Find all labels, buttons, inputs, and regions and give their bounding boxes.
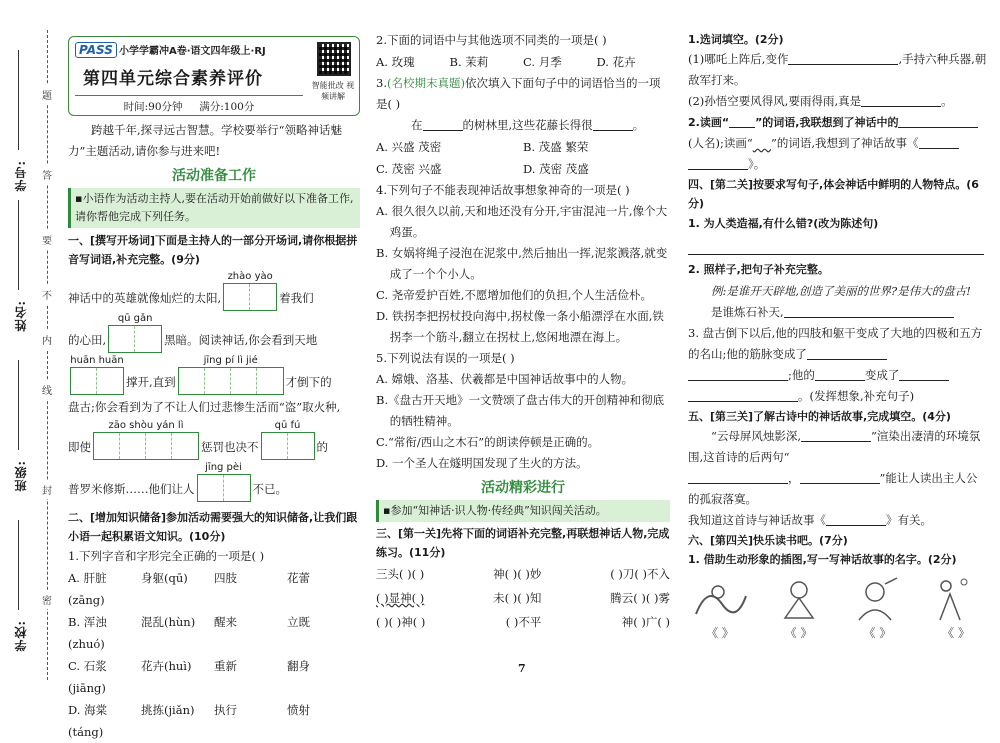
cut-line	[47, 30, 48, 680]
option[interactable]: A. 很久很久以前,天和地还没有分开,宇宙混沌一片,像个大鸡蛋。	[376, 204, 668, 239]
option-word: 混乱(hùn)	[141, 615, 196, 629]
option[interactable]: C. 月季	[523, 55, 562, 69]
answer-blank[interactable]	[807, 346, 887, 360]
active-note: ▪参加“知神话·识人物·传经典”知识闯关活动。	[376, 500, 670, 522]
answer-blank[interactable]	[899, 367, 949, 381]
page-title: 第四单元综合素养评价	[83, 69, 263, 89]
answer-boxes[interactable]	[70, 367, 124, 395]
answer-blank[interactable]	[800, 470, 880, 484]
exam-header	[68, 36, 360, 116]
answer-blank[interactable]	[688, 156, 748, 170]
option-word: 重新	[214, 659, 237, 673]
option[interactable]: B.《盘古开天地》一文赞颂了盘古伟大的开创精神和彻底的牺牲精神。	[376, 393, 665, 428]
column-3	[688, 30, 988, 641]
answer-blank[interactable]	[826, 512, 886, 526]
q1-text: 即使	[68, 440, 91, 454]
source-tag: (名校期末真题)	[386, 76, 465, 90]
q1-text: 普罗米修斯……他们让人	[68, 482, 195, 496]
q5-line2: ， ”能让人读出主人公的孤寂落寞。	[688, 471, 978, 506]
option-word: 花蕾	[287, 571, 310, 585]
q5-line3	[688, 510, 988, 531]
q2-sub3: 3.(名校期末真题)依次填入下面句子中的词语恰当的一项是( )	[376, 76, 661, 111]
q1-text: 黑暗。阅读神话,你会看到天地	[164, 333, 318, 347]
q1-text: 神话中的英雄就像灿烂的太阳,	[68, 291, 222, 305]
option-word: 四肢	[214, 571, 237, 585]
q3-sub2-end	[688, 154, 988, 175]
myth-illustration-icon	[924, 574, 988, 622]
q3-sub2-cont	[688, 133, 988, 154]
pass-logo: PASS	[75, 42, 117, 58]
answer-blank[interactable]	[788, 51, 898, 65]
text: (1)哪吒上阵后,变作	[688, 52, 789, 66]
option[interactable]: C.“常衔/西山之木石”的朗读停顿是正确的。	[376, 435, 600, 449]
option[interactable]: A. 兴盛 茂密	[376, 140, 442, 154]
q1-row-5	[68, 419, 360, 460]
sentence-part: 在	[411, 118, 423, 132]
option[interactable]: B. 茂盛 繁荣	[523, 140, 589, 154]
answer-line[interactable]	[688, 241, 984, 255]
text: 我知道这首诗与神话故事《	[688, 513, 826, 527]
text: 是谁炼石补天,	[711, 305, 784, 319]
pinyin-label: huān huān	[70, 355, 124, 366]
q1-text: 的	[316, 440, 328, 454]
answer-boxes[interactable]	[178, 367, 284, 395]
answer-blank[interactable]	[784, 304, 954, 318]
answer-blank[interactable]	[861, 93, 941, 107]
cut-mark: 要	[42, 230, 52, 249]
q3-row-2	[376, 586, 670, 610]
intro-text: 跨越千年,探寻远古智慧。学校要举行“领略神话魅力”主题活动,请你参与进来吧!	[68, 123, 343, 158]
pinyin-label: zhào yào	[227, 271, 273, 282]
option[interactable]: B. 女娲将绳子浸泡在泥浆中,然后抽出一挥,泥浆溅落,就变成了一个个小人。	[376, 246, 668, 281]
q1-row-1	[68, 270, 360, 311]
q1-row-3	[68, 354, 360, 395]
q5-heading: 五、[第三关]了解古诗中的神话故事,完成填空。(4分)	[688, 410, 951, 423]
q3-sub1-b: (2)孙悟空要风得风,要雨得雨,真是 。	[688, 94, 953, 108]
option[interactable]: A. 嫦娥、洛基、伏羲都是中国神话故事中的人物。	[376, 372, 634, 386]
q4-sub1: 1. 为人类造福,有什么错?(改为陈述句)	[688, 217, 879, 230]
myth-illustration-icon	[845, 574, 909, 622]
pinyin-label: qū fú	[274, 420, 301, 431]
sentence-part: 的树林里,这些花藤长得很	[462, 118, 593, 132]
option[interactable]: A. 玫瑰	[376, 55, 415, 69]
cut-mark: 题	[42, 85, 52, 104]
poem-text: “云母屏风烛影深,	[711, 429, 802, 443]
wavy-sample	[753, 136, 771, 150]
q1-text: 着我们	[279, 291, 314, 305]
qr-code-icon[interactable]	[317, 42, 351, 76]
answer-boxes[interactable]	[197, 474, 251, 502]
pinyin-box	[70, 354, 124, 395]
q1-row-2	[68, 312, 360, 353]
text: 2.读画“	[688, 116, 730, 129]
idiom-blank[interactable]: 三头( )( )	[376, 567, 425, 581]
answer-blank[interactable]	[815, 367, 865, 381]
answer-blank[interactable]	[593, 117, 633, 131]
idiom-blank[interactable]: ( )不平	[505, 615, 542, 629]
option-word: 身躯(qū)	[141, 571, 188, 585]
option[interactable]: A. 肝脏(zāng)	[68, 571, 107, 607]
myth-illustration-icon	[688, 574, 752, 622]
answer-boxes[interactable]	[93, 432, 199, 460]
text: 。(发挥想象,补充句子)	[798, 389, 915, 403]
name-field[interactable]	[18, 200, 19, 290]
q1-text: 撑开,直到	[126, 375, 176, 389]
q1-text: 盘古;你会看到为了不让人们过悲惨生活而“盗”取火种,	[68, 400, 341, 414]
pinyin-box	[223, 270, 277, 311]
answer-blank[interactable]	[688, 388, 798, 402]
cut-mark: 内	[42, 330, 52, 349]
column-2	[376, 30, 670, 634]
series-title: 小学学霸冲A卷·语文四年级上·RJ	[119, 46, 266, 57]
text: (2)孙悟空要风得风,要雨得雨,真是	[688, 94, 862, 108]
title-bracket[interactable]: 《 》	[784, 626, 813, 640]
name-label: 姓名:	[14, 300, 28, 332]
text: ”的词语,我想到了神话故事《	[771, 136, 919, 150]
myth-illustration-icon	[767, 574, 831, 622]
qr-caption: 智能批改 视频讲解	[311, 81, 355, 101]
text: 》。	[748, 157, 766, 171]
q6-sub1: 1. 借助生动形象的插图,写一写神话故事的名字。(2分)	[688, 553, 957, 566]
q2-sub3-options	[376, 136, 670, 180]
q4-heading: 四、[第二关]按要求写句子,体会神话中鲜明的人物特点。(6分)	[688, 178, 979, 210]
q1-text: 的心田,	[68, 333, 107, 347]
idiom-blank[interactable]: 神( )广( )	[621, 615, 670, 629]
class-label: 班级:	[14, 460, 28, 492]
option-word: 花卉(huì)	[141, 659, 192, 673]
q2-sub3-text: 依次填入下面句子中的词语恰当的一项是( )	[376, 76, 661, 111]
binding-strip	[0, 0, 66, 691]
id-field[interactable]	[18, 50, 19, 150]
pinyin-box	[178, 354, 284, 395]
text: 3. 盘古倒下以后,他的四肢和躯干变成了大地的四极和五方的名山;他的筋脉变成了	[688, 326, 983, 361]
cut-mark: 不	[42, 285, 52, 304]
option[interactable]: B. 浑浊(zhuó)	[68, 615, 107, 651]
underline-sample	[729, 114, 755, 128]
answer-boxes[interactable]	[108, 325, 162, 353]
q2-sub3-sentence	[376, 115, 670, 136]
page-number: 7	[518, 662, 526, 675]
q3-sub1-a	[688, 49, 988, 91]
text: ”的词语,我联想到了神话中的	[755, 116, 899, 129]
q4-sub3-cont	[688, 365, 988, 386]
answer-blank[interactable]	[919, 135, 959, 149]
q2-heading: 二、[增加知识储备]参加活动需要强大的知识储备,让我们跟小语一起积累语文知识。(10分)	[68, 511, 358, 543]
school-field[interactable]	[18, 520, 19, 610]
q4-sub3-end	[688, 386, 988, 407]
answer-blank[interactable]	[801, 428, 871, 442]
q4-example: 例:是谁开天辟地,创造了美丽的世界?是伟大的盘古!	[711, 284, 971, 298]
option[interactable]: C. 茂密 兴盛	[376, 162, 442, 176]
idiom-blank[interactable]: 神( )( )妙	[493, 567, 542, 581]
option[interactable]: B. 茉莉	[449, 55, 489, 69]
text: ”能让人读出主人公的孤寂落寞。	[688, 471, 978, 506]
q5-line1	[688, 426, 988, 468]
id-label: 学号:	[14, 160, 28, 192]
q6-heading: 六、[第四关]快乐读书吧。(7分)	[688, 534, 848, 547]
option[interactable]: D. 海棠(táng)	[68, 703, 108, 739]
sentence-part: 。	[632, 118, 645, 132]
q1-text: 才倒下的	[285, 375, 332, 389]
q4-sub2: 2. 照样子,把句子补充完整。	[688, 263, 829, 276]
option-word: 醒来	[214, 615, 237, 629]
q3-row-1	[376, 562, 670, 586]
idiom-blank[interactable]: ( )( )神( )	[376, 615, 426, 629]
prep-section-title: 活动准备工作	[172, 168, 256, 184]
pinyin-label: jīng pèi	[205, 462, 242, 473]
title-bracket[interactable]: 《 》	[942, 626, 970, 640]
q1-text: 惩罚也决不	[201, 440, 259, 454]
pinyin-box	[197, 461, 251, 502]
cut-mark: 答	[42, 165, 52, 184]
q1-text: 不已。	[252, 482, 287, 496]
option-word: 立既	[287, 615, 310, 629]
option[interactable]: D. 花卉	[596, 55, 636, 69]
answer-blank[interactable]	[688, 470, 788, 484]
exam-time: 时间:90分钟	[123, 101, 183, 113]
q3-heading: 三、[第一关]先将下面的词语补充完整,再联想神话人物,完成练习。(11分)	[376, 527, 670, 559]
column-1	[68, 36, 360, 743]
idiom-blank[interactable]: ( )刀( )不入	[610, 567, 670, 581]
title-bracket[interactable]: 《 》	[706, 626, 734, 640]
text: (人名);读画“	[688, 136, 753, 150]
active-section-title: 活动精彩进行	[481, 480, 565, 496]
q1-row-6	[68, 461, 360, 502]
q4-sub3	[688, 323, 988, 365]
pinyin-label: zāo shòu yán lì	[108, 420, 184, 431]
q2-options	[68, 567, 360, 743]
pinyin-box	[108, 312, 162, 353]
pinyin-box	[261, 419, 315, 460]
text: ,手持六种兵器,朝敌军打来。	[688, 52, 987, 87]
q2-sub5: 5.下列说法有误的一项是( )	[376, 351, 515, 365]
prep-note: ▪小语作为活动主持人,要在活动开始前做好以下准备工作,请你帮他完成下列任务。	[68, 188, 360, 228]
q3-row-3	[376, 610, 670, 634]
q2-sub2: 2.下面的词语中与其他选项不同类的一项是( )	[376, 33, 607, 47]
answer-blank[interactable]	[688, 367, 788, 381]
pinyin-label: qū gǎn	[117, 313, 153, 324]
q4-sub2-line	[688, 302, 988, 323]
exam-score: 满分:100分	[199, 101, 255, 113]
option-word: 挑拣(jiǎn)	[141, 703, 195, 717]
idiom-blank[interactable]: ( )显神( )	[376, 591, 425, 605]
option[interactable]: D. 铁拐李把拐杖投向海中,拐杖像一条小船漂浮在水面,铁拐李一个筋斗,翻立在拐杖上,悠闲地漂在海上。	[376, 309, 664, 344]
q2-sub1: 1.下列字音和字形完全正确的一项是( )	[68, 549, 265, 563]
q3-sub2	[688, 112, 988, 133]
class-field[interactable]	[18, 360, 19, 450]
option-word: 执行	[214, 703, 237, 717]
title-brackets	[688, 624, 988, 641]
idiom-blank[interactable]: 未( )( )知	[493, 591, 542, 605]
illustrations	[688, 574, 988, 622]
cut-mark: 线	[42, 380, 52, 399]
school-label: 学校:	[14, 620, 28, 652]
q2-sub2-options	[376, 51, 670, 73]
pinyin-box	[93, 419, 199, 460]
cut-mark: 密	[42, 590, 52, 609]
q3-sub1: 1.选词填空。(2分)	[688, 33, 784, 46]
answer-boxes[interactable]	[223, 283, 277, 311]
idiom-blank[interactable]: 腾云( )( )雾	[610, 591, 670, 605]
text: ”渲染出凄清的环境氛围,这首诗的后两句“	[688, 429, 981, 464]
option[interactable]: C. 石浆(jiāng)	[68, 659, 107, 695]
q2-sub4: 4.下列句子不能表现神话故事想象神奇的一项是( )	[376, 183, 630, 197]
title-bracket[interactable]: 《 》	[863, 626, 892, 640]
cut-mark: 封	[42, 480, 52, 499]
exam-meta	[75, 95, 303, 114]
answer-blank[interactable]	[423, 117, 463, 131]
text: ;他的	[788, 368, 815, 382]
option[interactable]: C. 尧帝爱护百姓,不愿增加他们的负担,个人生活俭朴。	[376, 288, 653, 302]
option[interactable]: D. 茂密 茂盛	[523, 162, 589, 176]
option-word: 愤射	[287, 703, 310, 717]
option-word: 翻身	[287, 659, 310, 673]
q1-heading: 一、[撰写开场词]下面是主持人的一部分开场词,请你根据拼音写词语,补充完整。(9分)	[68, 234, 358, 266]
text: 变成了	[864, 368, 900, 382]
pinyin-label: jīng pí lì jié	[203, 355, 258, 366]
text: 》有关。	[886, 513, 932, 527]
answer-boxes[interactable]	[261, 432, 315, 460]
option[interactable]: D. 一个圣人在燧明国发现了生火的方法。	[376, 456, 588, 470]
answer-blank[interactable]	[898, 114, 978, 128]
